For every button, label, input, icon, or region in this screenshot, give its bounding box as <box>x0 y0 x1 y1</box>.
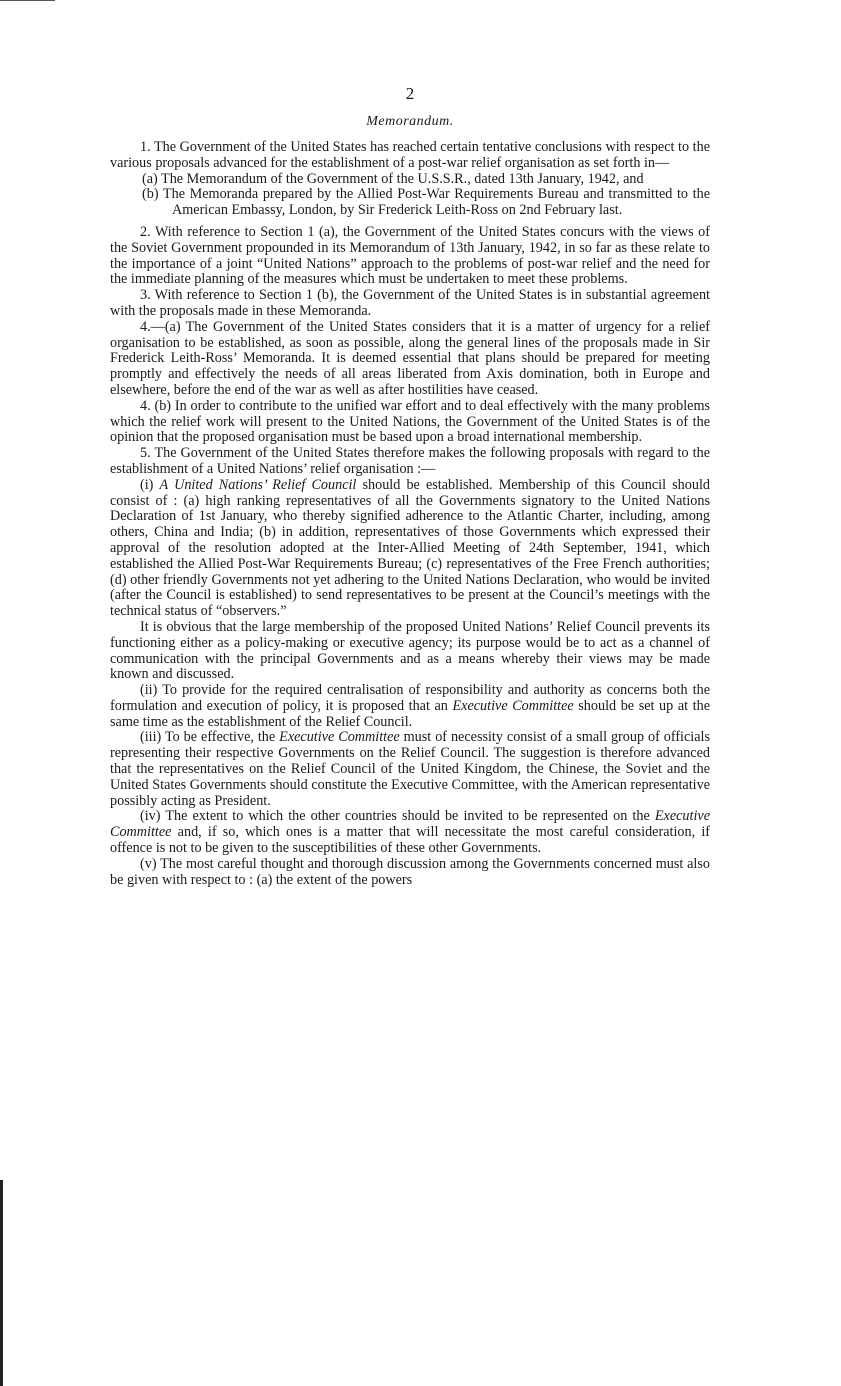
paragraph-4b: 4. (b) In order to contribute to the unified war effort and to deal effectively with the many problems which the relief work will present to the United Nations, the Government of the United States is of the opinion that the proposed organisation must be based upon a broad international membership. <box>110 397 710 446</box>
text-span: (iv) The extent to which the other countries should be invited to be represented on the <box>140 808 655 825</box>
scan-edge-mark <box>0 0 55 1</box>
text-span: should be set up at the same time as the establishment of the Relief Council. <box>110 697 710 730</box>
paragraph-1b: (b) The Memoranda prepared by the Allied Post-War Requirements Bureau and transmitted to the American Embassy, London, by Sir Frederick Leith-Ross on 2nd February last. <box>142 186 710 219</box>
paragraph-1a: (a) The Memorandum of the Government of the U.S.S.R., dated 13th January, 1942, and <box>142 170 644 187</box>
paragraph-5-v: (v) The most careful thought and thorough discussion among the Governments concerned must also be given with respect to : (a) the extent of the powers <box>110 855 710 888</box>
text-span: and, if so, which ones is a matter that will necessitate the most careful consideration, if offence is not to be given to the susceptibilities of these other Governments. <box>110 824 710 857</box>
italic-term: Executive Committee <box>279 729 400 746</box>
text-span: should be established. Membership of this Council should consist of : (a) high ranking representatives of all the Governments signatory to the United Nations Declaration of 1st January, who thereby signified adherence to the Atlantic Charter, including, among others, China and India; (b) in addition, representatives of those Governments which expressed their approval of the resolution adopted at the Inter-Allied Meeting of 24th September, 1941, which established the Allied Post-War Requirements Bureau; (c) representatives of the Free French authorities; (d) other friendly Governments not yet adhering to the United Nations Declaration, who would be invited (after the Council is established) to send representatives to be present at the Council’s meetings with the technical status of “observers.” <box>110 476 710 620</box>
paragraph-5: 5. The Government of the United States therefore makes the following proposals with regard to the establishment of a United Nations’ relief organisation :— <box>110 445 710 477</box>
text-span: (iii) To be effective, the <box>140 729 280 746</box>
paragraph-5-iv <box>110 809 710 856</box>
paragraph-2: 2. With reference to Section 1 (a), the Government of the United States concurs with the views of the Soviet Government propounded in its Memorandum of 13th January, 1942, in so far as these relate to the importance of a joint “United Nations” approach to the problems of post-war relief and the need for the immediate planning of the measures which must be undertaken to meet these problems. <box>110 223 710 288</box>
text-span: (ii) To provide for the required centralisation of responsibility and authority as concerns both the formulation and execution of policy, it is proposed that an <box>110 682 710 714</box>
page-number: 2 <box>405 84 415 103</box>
document-heading: Memorandum. <box>366 114 454 129</box>
paragraph-5-i <box>110 478 710 620</box>
paragraph-4a: 4.—(a) The Government of the United States considers that it is a matter of urgency for a relief organisation to be established, as soon as possible, along the general lines of the proposals made in Sir Frederick Leith-Ross’ Memoranda. It is deemed essential that plans should be prepared for meeting promptly and effectively the needs of all areas liberated from Axis domination, both in Europe and elsewhere, before the end of the war as well as after hostilities have ceased. <box>110 318 710 398</box>
document-page <box>110 84 710 888</box>
text-span: must of necessity consist of a small group of officials representing their respective Governments on the Relief Council. The suggestion is therefore advanced that the representatives on the Relief Council of the United Kingdom, the Chinese, the Soviet and the United States Governments should constitute the Executive Committee, with the American representative possibly acting as President. <box>110 729 710 809</box>
paragraph-1: 1. The Government of the United States has reached certain tentative conclusions with respect to the various proposals advanced for the establishment of a post-war relief organisation as set forth in— <box>110 139 710 171</box>
italic-term: Executive Committee <box>110 808 710 841</box>
italic-term: A United Nations’ Relief Council <box>159 476 357 493</box>
italic-term: Executive Committee <box>452 697 574 714</box>
paragraph-3: 3. With reference to Section 1 (b), the Government of the United States is in substantial agreement with the proposals made in these Memoranda. <box>110 287 710 319</box>
text-span: (i) <box>140 476 160 493</box>
scan-edge-shadow <box>0 1180 3 1386</box>
paragraph-5-ii <box>110 683 710 730</box>
paragraph-5-i-continued: It is obvious that the large membership of the proposed United Nations’ Relief Council prevents its functioning either as a policy-making or executive agency; its purpose would be to act as a channel of communication with the principal Governments and as a means whereby their views may be made known and discussed. <box>110 618 710 683</box>
paragraph-5-iii <box>110 730 710 809</box>
